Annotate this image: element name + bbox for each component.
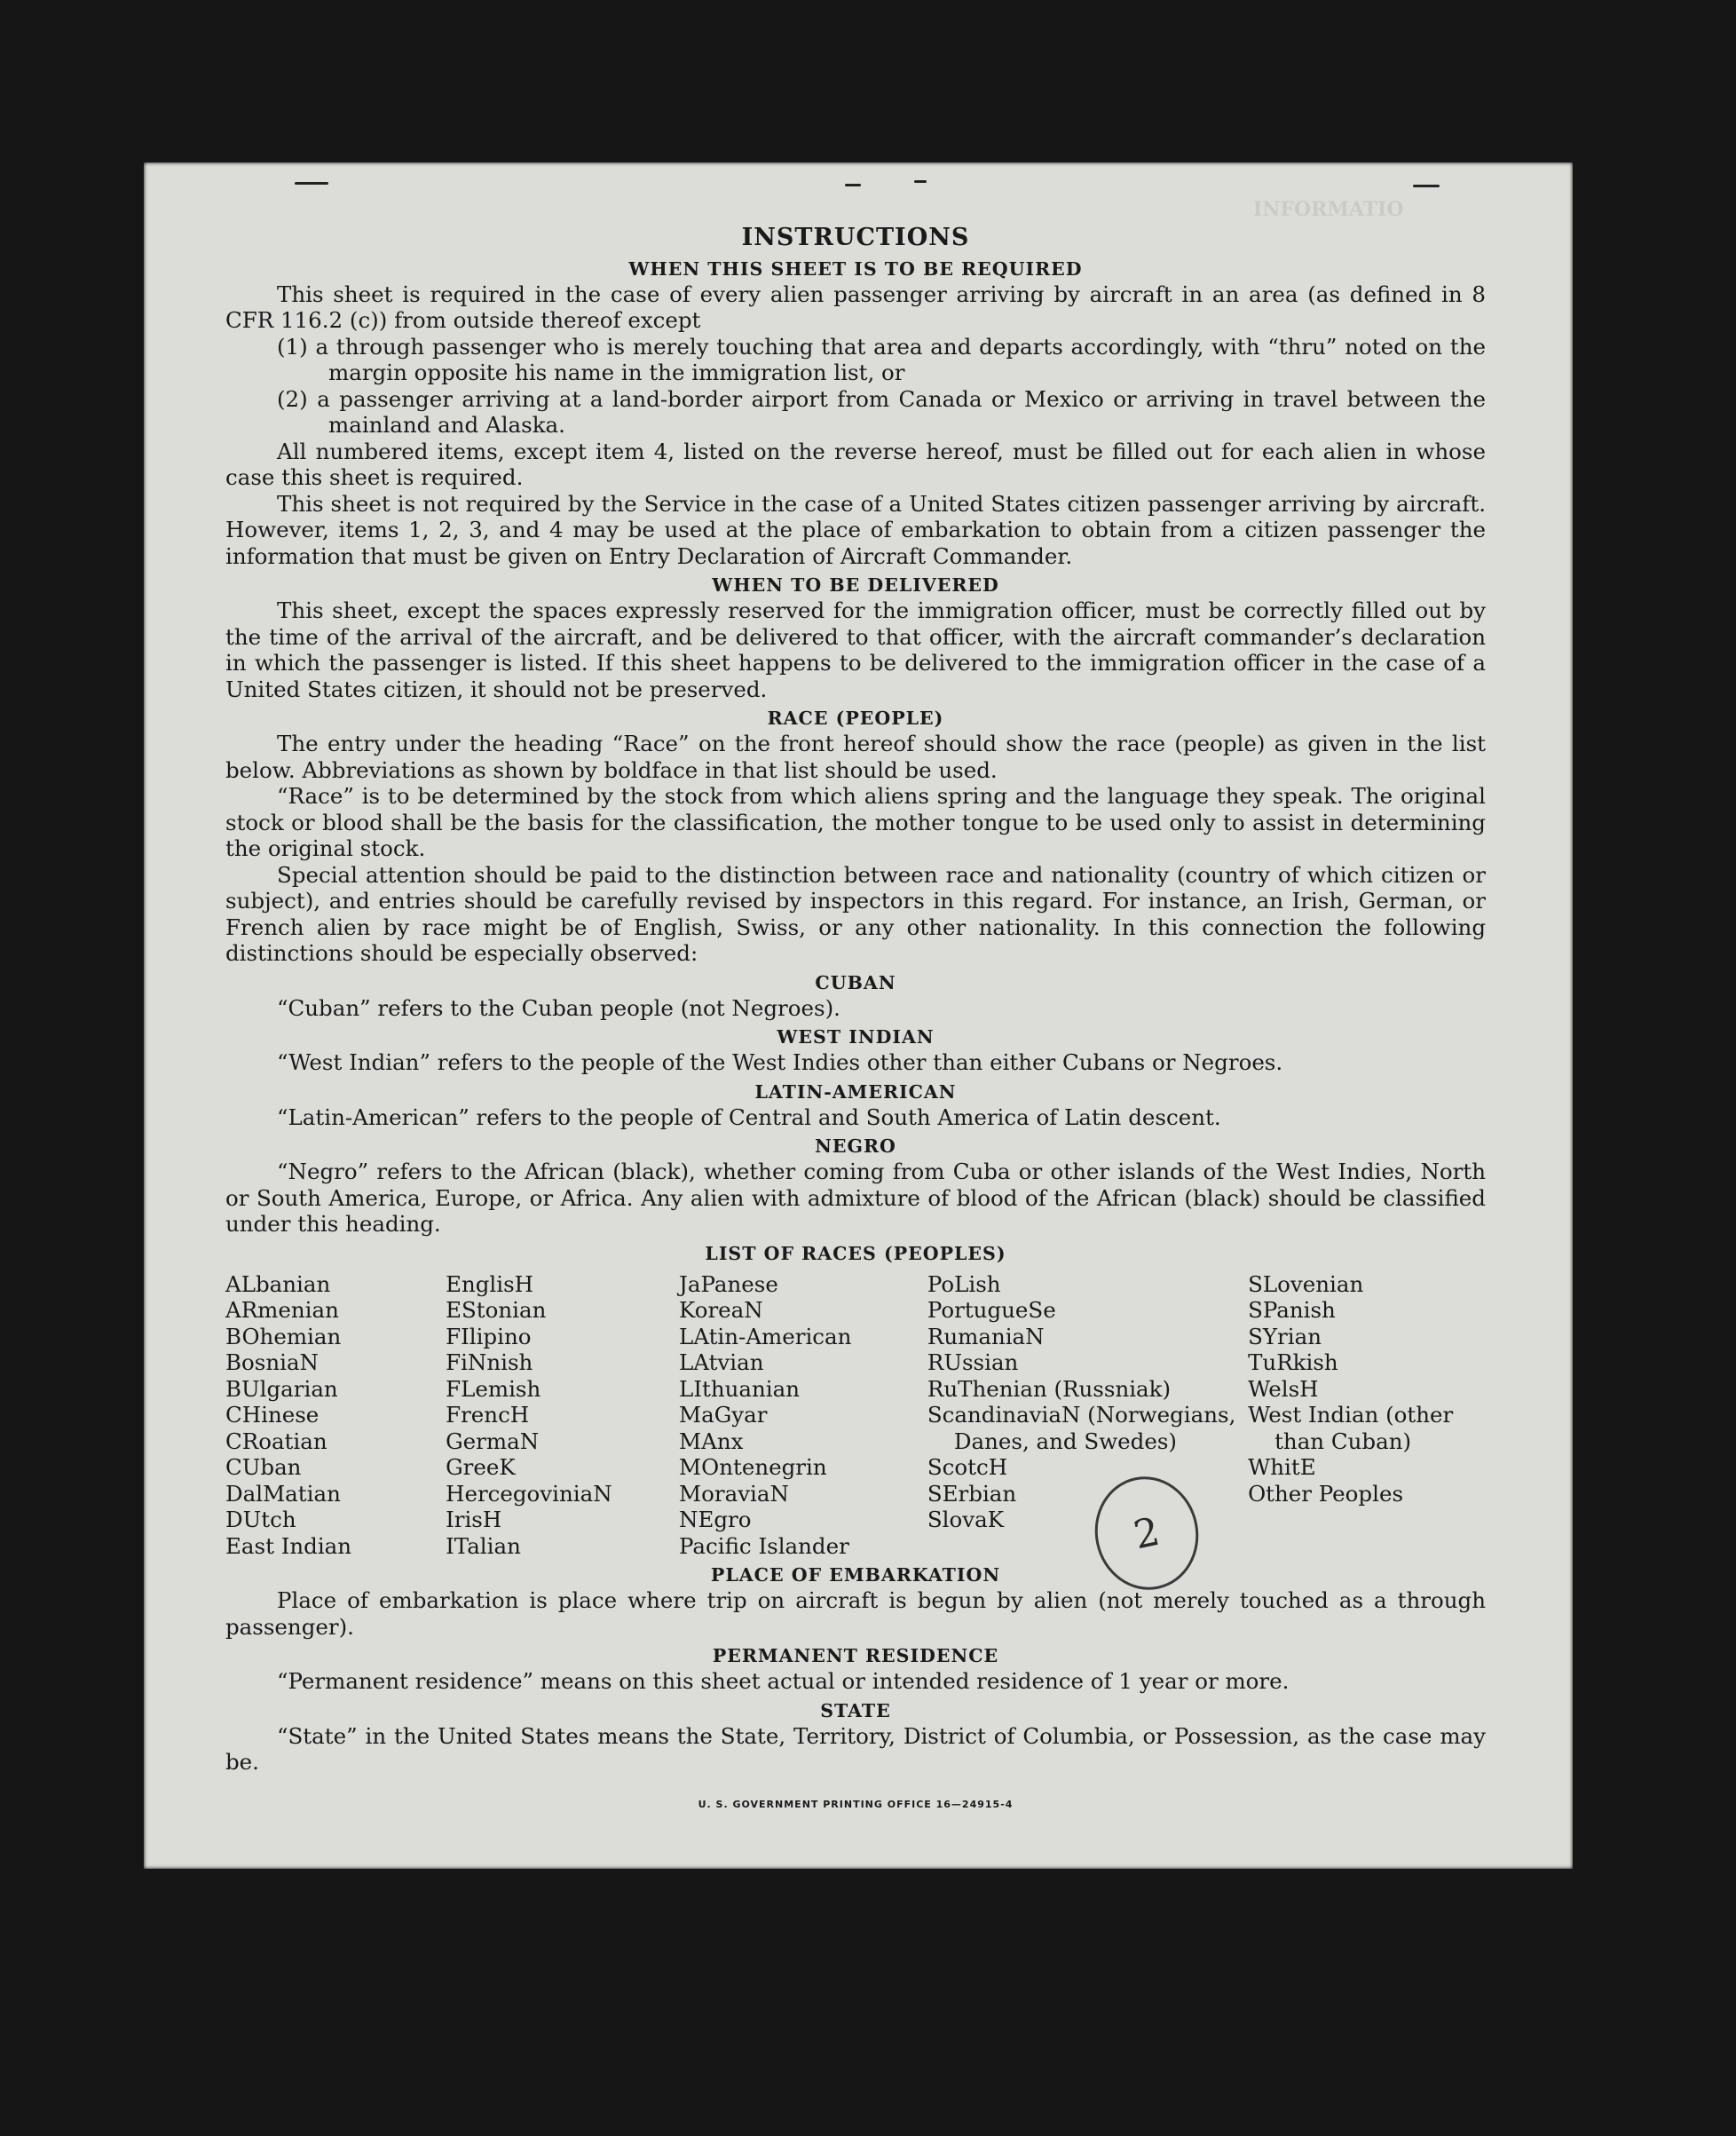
paragraph: “State” in the United States means the State, Territory, District of Columbia, or Possession, as the case may be. (225, 1722, 1486, 1775)
race-item: BosniaN (225, 1349, 319, 1375)
race-item: CHinese (225, 1402, 320, 1428)
race-item: GreeK (446, 1454, 516, 1480)
race-item: EStonian (446, 1297, 547, 1323)
race-item: LAtin-American (679, 1323, 852, 1349)
race-item: SlovaK (927, 1507, 1004, 1532)
race-item: HercegoviniaN (446, 1480, 612, 1507)
race-item: WelsH (1248, 1375, 1319, 1402)
scan-mark (295, 182, 328, 185)
race-item: ScotcH (927, 1454, 1008, 1480)
race-item: MAnx (679, 1428, 744, 1454)
race-item: FrencH (446, 1402, 530, 1428)
paragraph: The entry under the heading “Race” on the front hereof should show the race (people) as given in the list below. Abbreviations as shown by boldface in that list should be used. (225, 731, 1486, 783)
race-item: Pacific Islander (679, 1532, 849, 1559)
race-item: ScandinaviaN (Norwegians, Danes, and Swedes) (927, 1402, 1236, 1454)
race-item: RuThenian (Russniak) (927, 1375, 1172, 1402)
race-item: MOntenegrin (679, 1454, 827, 1480)
paragraph: “Cuban” refers to the Cuban people (not Negroes). (277, 994, 840, 1021)
printing-office-footer: U. S. GOVERNMENT PRINTING OFFICE 16—24915-4 (698, 1798, 1014, 1810)
page-title: INSTRUCTIONS (741, 224, 970, 251)
heading-west-indian: WEST INDIAN (777, 1026, 935, 1048)
race-item: KoreaN (679, 1297, 763, 1323)
heading-negro: NEGRO (815, 1135, 896, 1157)
race-item: SPanish (1248, 1297, 1336, 1323)
race-item: PortugueSe (927, 1297, 1056, 1323)
handwritten-annotation: 2 (1085, 1467, 1209, 1599)
scan-mark (845, 184, 861, 186)
race-item: BUlgarian (225, 1375, 338, 1402)
race-item: LAtvian (679, 1349, 764, 1375)
race-item: ALbanian (225, 1270, 331, 1297)
heading-delivered: WHEN TO BE DELIVERED (712, 574, 999, 596)
race-item: GermaN (446, 1428, 540, 1454)
races-column (927, 1271, 1248, 1560)
race-item: East Indian (225, 1532, 352, 1559)
race-item: EnglisH (446, 1270, 534, 1297)
paragraph: “Latin-American” refers to the people of Central and South America of Latin descent. (277, 1104, 1221, 1130)
race-item: JaPanese (679, 1270, 778, 1297)
heading-list-of-races: LIST OF RACES (PEOPLES) (705, 1242, 1006, 1264)
race-item: LIthuanian (679, 1375, 801, 1402)
race-item: ARmenian (225, 1297, 339, 1323)
race-item: SLovenian (1248, 1270, 1364, 1297)
heading-latin-american: LATIN-AMERICAN (754, 1080, 957, 1103)
races-list (225, 1271, 1486, 1560)
heading-permanent-residence: PERMANENT RESIDENCE (712, 1645, 999, 1666)
races-column (446, 1271, 679, 1560)
race-item: MaGyar (679, 1402, 768, 1428)
race-item: FiNnish (446, 1349, 533, 1375)
race-item: West Indian (other than Cuban) (1248, 1402, 1454, 1454)
paragraph: Special attention should be paid to the distinction between race and nationality (country of which citizen or subject), and entries should be carefully revised by inspectors in this regard. For instance, an Irish, German, or French alien by race might be of English, Swiss, or any other nationality. In this connection the following distinctions should be especially observed: (225, 861, 1486, 966)
races-column (679, 1271, 927, 1560)
race-item: Other Peoples (1248, 1480, 1404, 1507)
paragraph: “Permanent residence” means on this sheet actual or intended residence of 1 year or more. (277, 1668, 1290, 1694)
race-item: FLemish (446, 1375, 541, 1402)
document-sheet (144, 162, 1573, 1869)
race-item: BOhemian (225, 1323, 342, 1349)
races-column (225, 1271, 446, 1560)
paragraph: This sheet, except the spaces expressly reserved for the immigration officer, must be correctly filled out by the time of the arrival of the aircraft, and be delivered to that officer, with the aircraft commander’s declaration in which the passenger is listed. If this sheet happens to be delivered to the immigration officer in the case of a United States citizen, it should not be preserved. (225, 597, 1486, 702)
race-item: SErbian (927, 1480, 1017, 1507)
paragraph: “Negro” refers to the African (black), whether coming from Cuba or other islands of the West Indies, North or South America, Europe, or Africa. Any alien with admixture of blood of the African (black) should be classified under this heading. (225, 1159, 1486, 1237)
race-item: TuRkish (1248, 1349, 1338, 1375)
paragraph: Place of embarkation is place where trip on aircraft is begun by alien (not merely touched as a through passenger). (225, 1587, 1486, 1640)
paragraph: “Race” is to be determined by the stock from which aliens spring and the language they speak. The original stock or blood shall be the basis for the classification, the mother tongue to be used only to assist in determining the original stock. (225, 783, 1486, 861)
races-column (1248, 1271, 1486, 1560)
heading-cuban: CUBAN (815, 971, 896, 993)
heading-state: STATE (820, 1699, 891, 1721)
instructions-body (225, 225, 1486, 1817)
paragraph: All numbered items, except item 4, listed on the reverse hereof, must be filled out for each alien in whose case this sheet is required. (225, 438, 1486, 490)
race-item: WhitE (1248, 1454, 1316, 1480)
race-item: SYrian (1248, 1323, 1322, 1349)
race-item: CUban (225, 1454, 302, 1480)
heading-required: WHEN THIS SHEET IS TO BE REQUIRED (628, 257, 1083, 280)
list-item: (1) a through passenger who is merely touching that area and departs accordingly, with “thru” noted on the margin opposite his name in the immigration list, or (277, 333, 1486, 385)
race-item: ITalian (446, 1532, 521, 1559)
race-item: PoLish (927, 1270, 1001, 1297)
race-item: IrisH (446, 1507, 502, 1532)
race-item: RumaniaN (927, 1323, 1045, 1349)
heading-embarkation: PLACE OF EMBARKATION (710, 1564, 1001, 1586)
paragraph: This sheet is required in the case of every alien passenger arriving by aircraft in an area (as defined in 8 CFR 116.2 (c)) from outside thereof except (225, 281, 1486, 333)
scan-mark (1413, 185, 1440, 187)
race-item: RUssian (927, 1349, 1019, 1375)
race-item: FIlipino (446, 1323, 532, 1349)
paragraph: “West Indian” refers to the people of the West Indies other than either Cubans or Negroes. (277, 1049, 1283, 1075)
heading-race: RACE (PEOPLE) (767, 708, 944, 729)
paragraph: This sheet is not required by the Service in the case of a United States citizen passenger arriving by aircraft. However, items 1, 2, 3, and 4 may be used at the place of embarkation to obtain from a citizen passenger the information that must be given on Entry Declaration of Aircraft Commander. (225, 490, 1486, 569)
bleed-through: INFORMATIO (1253, 198, 1404, 221)
race-item: NEgro (679, 1507, 752, 1532)
race-item: DUtch (225, 1507, 296, 1532)
race-item: DalMatian (225, 1480, 341, 1507)
list-item: (2) a passenger arriving at a land-border airport from Canada or Mexico or arriving in travel between the mainland and Alaska. (277, 385, 1486, 438)
race-item: CRoatian (225, 1428, 327, 1454)
scan-mark (914, 180, 927, 183)
race-item: MoraviaN (679, 1480, 789, 1507)
